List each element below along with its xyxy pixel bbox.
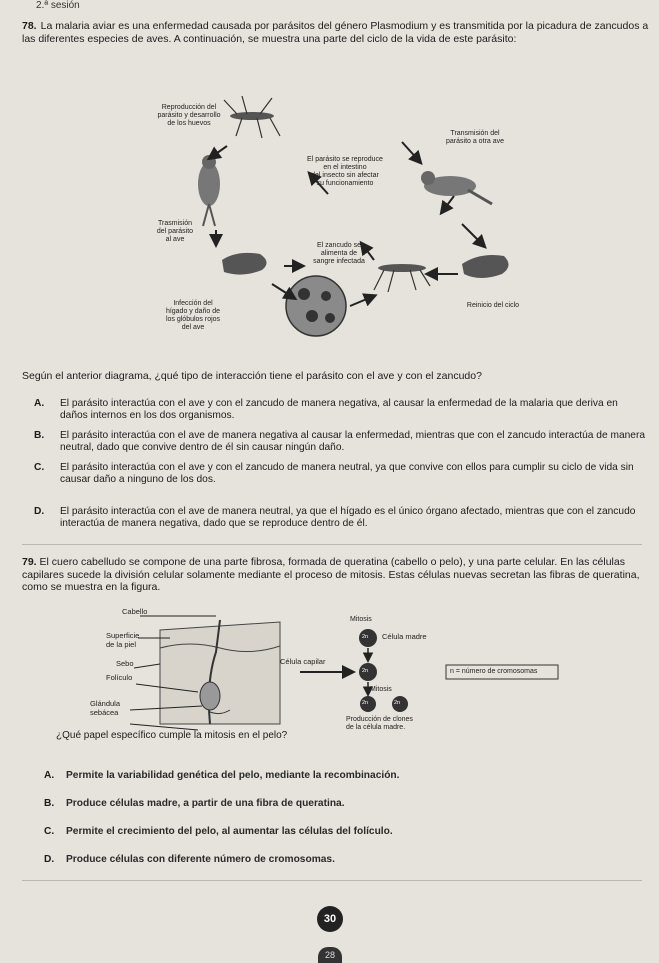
q78-option-d[interactable] (28, 506, 648, 531)
q79-option-c[interactable] (44, 826, 393, 837)
label-cycle-restart: Reinicio del ciclo (466, 302, 520, 309)
question-79-number: 79. (22, 556, 37, 568)
label-liver-infection: Infección del hígado y daño de los glóbulos rojos del ave (165, 300, 221, 332)
skin-block (160, 620, 280, 724)
q79-option-b[interactable] (44, 798, 345, 809)
label-parasite-reproduces: El parásito se reproduce en el intestino del insecto sin afectar su funcionamiento (307, 156, 383, 188)
q79-option-d[interactable] (44, 854, 335, 865)
option-text: Produce células madre, a partir de una fibra de queratina. (66, 798, 345, 809)
option-text: El parásito interactúa con el ave de manera negativa al causar la enfermedad, mientras que con el zancudo interactúa de manera neutral, dado que convive dentro de él sin causar ningún daño. (60, 430, 646, 454)
option-text: El parásito interactúa con el ave y con el zancudo de manera neutral, ya que convive con ellos para cumplir su ciclo de vida sin causar daño a ninguno de los dos. (60, 462, 634, 486)
question-78-number: 78. (22, 20, 37, 32)
label-transmission-bird: Trasmisión del parásito al ave (156, 220, 194, 244)
cell-2n-label: 2n (394, 700, 401, 706)
label-mitosis-top: Mitosis (350, 616, 372, 623)
label-mosquito-feeds: El zancudo se alimenta de sangre infectada (313, 242, 365, 266)
option-text: El parásito interactúa con el ave de manera neutral, ya que el hígado es el único órgano afectado, mientras que con el zancudo interactúa de manera negativa, dado que se reproduce dentro de él. (60, 506, 636, 530)
cell-2n-label: 2n (362, 668, 369, 674)
q78-option-a[interactable] (28, 398, 648, 423)
q78-option-c[interactable] (28, 462, 648, 487)
option-text: Permite la variabilidad genética del pelo, mediante la recombinación. (66, 770, 400, 781)
cell-2n-label: 2n (362, 634, 369, 640)
label-clone-production: Producción de clones de la célula madre. (346, 716, 413, 732)
option-key: B. (44, 798, 55, 809)
next-page-number-badge: 28 (318, 947, 342, 963)
label-hair-cell: Célula capilar (280, 657, 326, 666)
session-header: 2.ª sesión (36, 0, 80, 11)
question-78-stem: 78. La malaria aviar es una enfermedad causada por parásitos del género Plasmodium y es transmitida por la picadura de zancudos a las diferentes especies de aves. A continuación, se muestra una parte del ciclo de la vida de este parásito: (22, 20, 649, 45)
option-key: C. (34, 462, 45, 473)
label-reproduction: Reproducción del parásito y desarrollo de los huevos (157, 104, 221, 128)
option-text: Produce células con diferente número de cromosomas. (66, 854, 335, 865)
label-mother-cell: Célula madre (382, 632, 427, 641)
question-78-prompt: Según el anterior diagrama, ¿qué tipo de interacción tiene el parásito con el ave y con el zancudo? (22, 370, 482, 382)
q79-option-a[interactable] (44, 770, 399, 781)
question-79-prompt: ¿Qué papel específico cumple la mitosis en el pelo? (56, 730, 288, 741)
option-text: El parásito interactúa con el ave y con el zancudo de manera negativa, al causar la enfermedad de la malaria que deriva en daños internos en los dos organismos. (60, 398, 618, 422)
option-text: Permite el crecimiento del pelo, al aumentar las células del folículo. (66, 826, 393, 837)
label-follicle: Folículo (106, 673, 133, 682)
label-n-legend: n = número de cromosomas (450, 668, 538, 675)
option-key: A. (34, 398, 45, 409)
label-sebaceous-gland: Glándula sebácea (90, 699, 121, 717)
page-number-badge: 30 (317, 906, 343, 932)
cell-2n-label: 2n (362, 700, 369, 706)
option-key: D. (34, 506, 45, 517)
option-key: D. (44, 854, 55, 865)
option-key: B. (34, 430, 45, 441)
label-hair: Cabello (122, 607, 148, 616)
liver-icon (462, 255, 509, 278)
mosquito-icon (374, 264, 430, 292)
blood-cells-icon (286, 276, 346, 336)
label-skin-surface: Superficie de la piel (106, 631, 140, 649)
section-divider (22, 544, 642, 545)
label-transmission-other-bird: Transmisión del parásito a otra ave (446, 130, 504, 146)
malaria-cycle-diagram (112, 84, 562, 359)
question-79-stem: 79. El cuero cabelludo se compone de una parte fibrosa, formada de queratina (cabello o pelo), y una parte celular. En las células capilares sucede la división celular solamente mediante el proceso de mitosis. Estas células nuevas secretan las fibras de queratina, como se muestra en la figura. (22, 556, 640, 594)
bird-icon (421, 171, 492, 204)
label-sebum: Sebo (116, 659, 134, 668)
footer-divider (22, 880, 642, 881)
option-key: A. (44, 770, 55, 781)
label-mitosis-bottom: Mitosis (370, 686, 392, 693)
option-key: C. (44, 826, 55, 837)
liver-icon (222, 253, 267, 275)
q78-option-b[interactable] (28, 430, 648, 455)
bird-icon (198, 155, 220, 226)
